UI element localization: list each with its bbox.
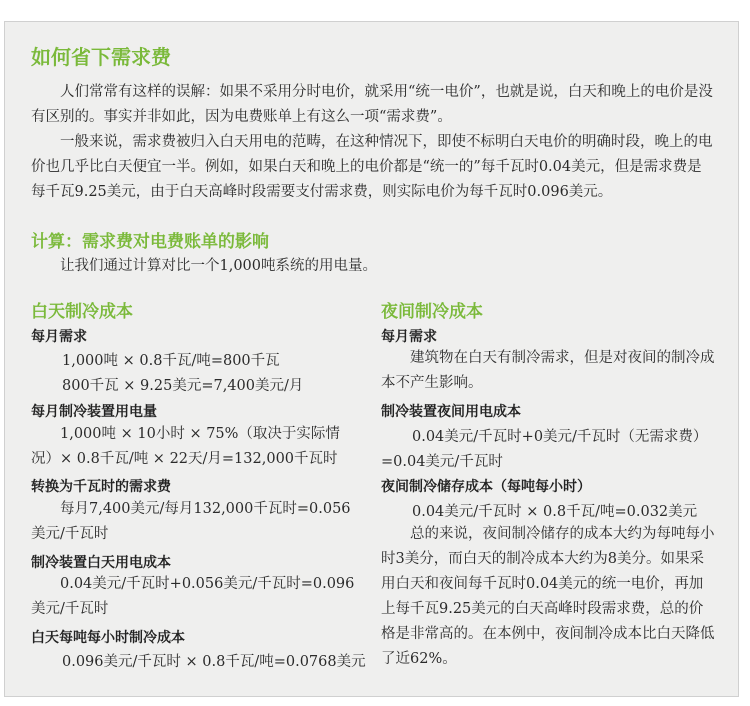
day-plant-cost-label: 制冷装置白天用电成本 <box>31 555 171 571</box>
calc-heading: 计算：需求费对电费账单的影响 <box>31 232 269 252</box>
day-monthly-usage-label: 每月制冷装置用电量 <box>31 404 157 420</box>
day-monthly-usage-text: 1,000吨 × 10小时 × 75%（取决于实际情况）× 0.8千瓦/吨 × 22天/月=132,000千瓦时 <box>31 426 340 467</box>
day-monthly-demand-line-1: 1,000吨 × 0.8千瓦/吨=800千瓦 <box>62 353 280 369</box>
night-cost-heading: 夜间制冷成本 <box>381 302 483 322</box>
day-per-ton-hour-label: 白天每吨每小时制冷成本 <box>31 630 185 646</box>
calc-text: 让我们通过计算对比一个1,000吨系统的用电量。 <box>60 258 378 274</box>
day-cost-heading: 白天制冷成本 <box>31 302 133 322</box>
day-monthly-demand-label: 每月需求 <box>31 329 87 345</box>
night-summary-text: 总的来说，夜间制冷储存的成本大约为每吨每小时3美分，而白天的制冷成本大约为8美分。如果采用白天和夜间每千瓦时0.04美元的统一电价，再加上每千瓦9.25美元的白天高峰时段需求费，总的价格是非常高的。在本例中，夜间制冷成本比白天降低了近62%。 <box>381 526 715 667</box>
night-monthly-demand-label: 每月需求 <box>381 329 437 345</box>
night-plant-cost-line-2: =0.04美元/千瓦时 <box>381 454 503 470</box>
intro-paragraph-1: 人们常常有这样的误解：如果不采用分时电价，就采用“统一电价”，也就是说，白天和晚上的电价是没有区别的。事实并非如此，因为电费账单上有这么一项“需求费”。 <box>31 84 713 125</box>
night-monthly-demand-text: 建筑物在白天有制冷需求，但是对夜间的制冷成本不产生影响。 <box>381 350 715 391</box>
day-conversion-text: 每月7,400美元/每月132,000千瓦时=0.056美元/千瓦时 <box>31 501 351 542</box>
day-conversion-label: 转换为千瓦时的需求费 <box>31 479 171 495</box>
intro-paragraph-2: 一般来说，需求费被归入白天用电的范畴，在这种情况下，即使不标明白天电价的明确时段，晚上的电价也几乎比白天便宜一半。例如，如果白天和晚上的电价都是“统一的”每千瓦时0.04美元，但是需求费是每千瓦9.25美元，由于白天高峰时段需要支付需求费，则实际电价为每千瓦时0.096美元。 <box>31 134 713 200</box>
day-monthly-demand-line-2: 800千瓦 × 9.25美元=7,400美元/月 <box>62 378 304 394</box>
night-plant-cost-label: 制冷装置夜间用电成本 <box>381 404 521 420</box>
night-storage-cost-line-1: 0.04美元/千瓦时 × 0.8千瓦/吨=0.032美元 <box>412 504 698 520</box>
night-plant-cost-line-1: 0.04美元/千瓦时+0美元/千瓦时（无需求费） <box>412 429 708 445</box>
day-per-ton-hour-text: 0.096美元/千瓦时 × 0.8千瓦/吨=0.0768美元 <box>62 654 366 670</box>
day-plant-cost-text: 0.04美元/千瓦时+0.056美元/千瓦时=0.096美元/千瓦时 <box>31 576 355 617</box>
night-storage-cost-label: 夜间制冷储存成本（每吨每小时） <box>381 479 591 495</box>
page-title: 如何省下需求费 <box>31 45 171 69</box>
